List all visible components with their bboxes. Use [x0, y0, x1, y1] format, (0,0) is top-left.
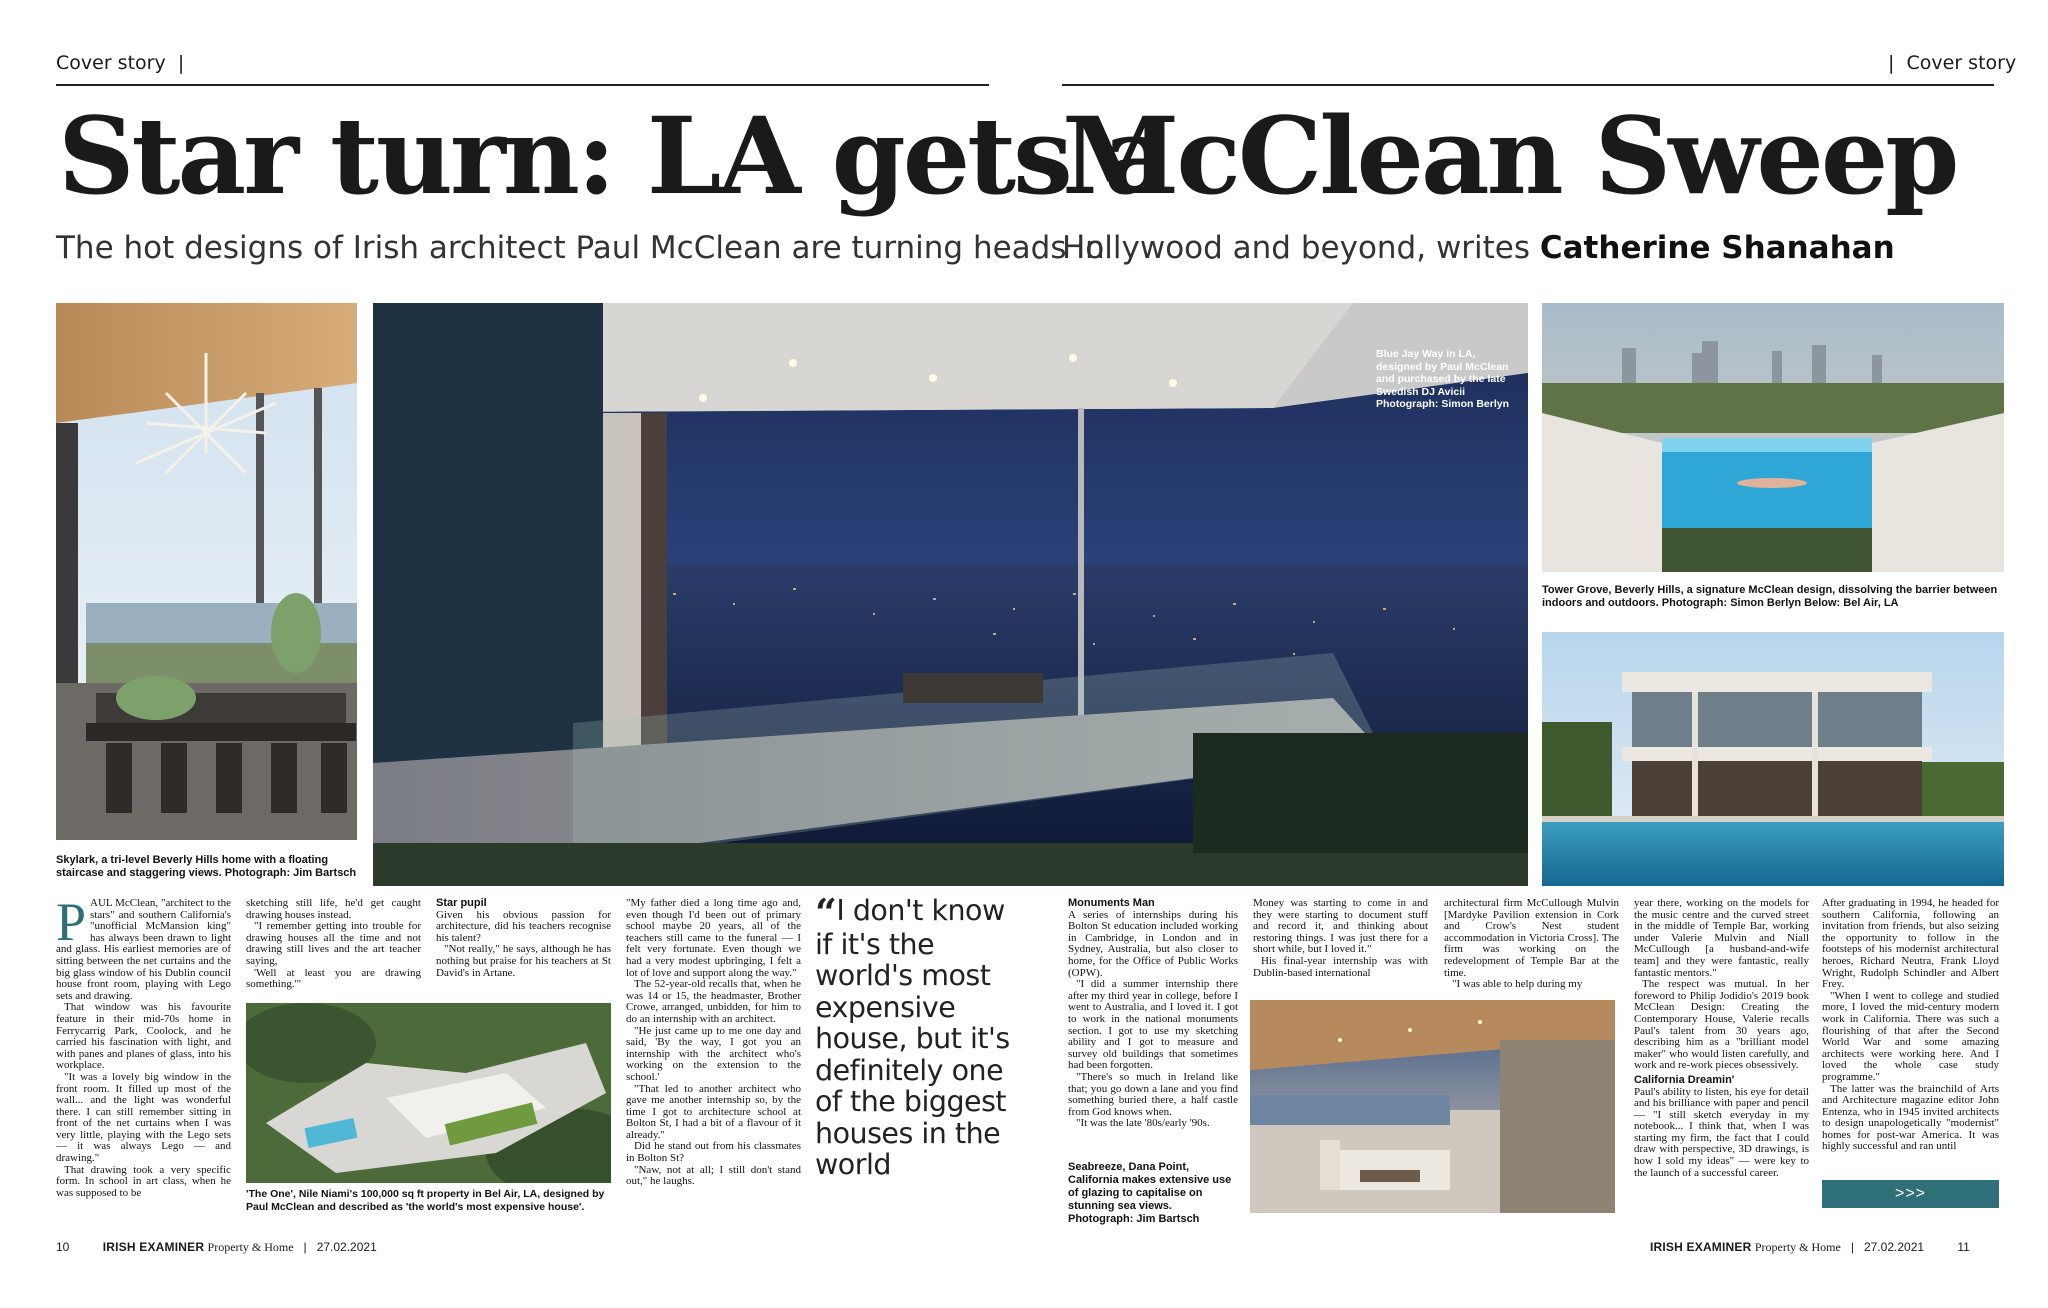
page-number-right: 11: [1957, 1240, 1970, 1254]
skylark-photo: [56, 303, 357, 840]
body-column-5: Monuments Man A series of internships during his Bolton St education included working in Cambridge, in London and in Sydney, Australia, but also closer to home, for the Office of Public Works (OPW). "I did a summer internship there after my third year in college, before I went to Australia, and I loved it. I got to work in the national monuments section. I got to use my sketching ability and I got to measure and survey old buildings that sometimes had been forgotten. "There's so much in Ireland like that; you go down a lane and you find something buried there, a half castle from God knows when. "It was the late '80s/early '90s.: [1068, 897, 1238, 1130]
blue-jay-caption: Blue Jay Way in LA, designed by Paul McClean and purchased by the late Swedish DJ Avicii Photograph: Simon Berlyn: [1376, 348, 1510, 410]
subhead-monuments-man: Monuments Man: [1068, 897, 1155, 909]
continue-arrow-button[interactable]: >>>: [1822, 1180, 1999, 1208]
skylark-caption: Skylark, a tri-level Beverly Hills home with a floating staircase and staggering views. Photograph: Jim Bartsch: [56, 854, 357, 879]
seabreeze-caption: Seabreeze, Dana Point, California makes extensive use of glazing to capitalise on stunning sea views. Photograph: Jim Bartsch: [1068, 1161, 1232, 1225]
section-label-left: Cover story |: [56, 52, 185, 74]
footer-left: 10 IRISH EXAMINER Property & Home | 27.02.2021: [56, 1240, 377, 1254]
footer-brand-left: IRISH EXAMINER: [102, 1240, 205, 1254]
body-column-7: architectural firm McCullough Mulvin [Mardyke Pavilion extension in Cork and Crow's Nest student accommodation in Victoria Cross]. The firm was working on the redevelopment of Temple Bar at the time. "I was able to help during my: [1444, 897, 1619, 991]
headline-left: Star turn: LA gets a: [58, 93, 1170, 218]
body-column-4: "My father died a long time ago and, even though I'd been out of primary school maybe 20 years, all of the teachers still came to the funeral — I felt very fortunate. Even though we had a very modest upbringing, I felt a lot of love and support along the way." The 52-year-old recalls that, when he was 14 or 15, the headmaster, Brother Crowe, arranged, unbidden, for him to do an internship with an architect. "He just came up to me one day and said, 'By the way, I got you an internship with the architect who's working on the extension to the school.' "That led to another architect who gave me another internship so, by the time I got to architecture school at Bolton St, I had a bit of a flavour of it already." Did he stand out from his classmates in Bolton St? "Naw, not at all; I still don't stand out," he laughs.: [626, 897, 801, 1188]
author-name: Catherine Shanahan: [1539, 230, 1895, 266]
subhead-california-dreamin: California Dreamin': [1634, 1073, 1735, 1086]
blue-jay-way-photo: [373, 303, 1528, 886]
body-column-1: PAUL McClean, "architect to the stars" and southern California's "unofficial McMansion king" has always been drawn to light and glass. His earliest memories are of sitting between the net curtains and the big glass window of his Dublin council house front room, playing with Lego sets and drawing. That window was his favourite feature in their mid-70s home in Ferrycarrig Park, Coolock, and he carried his fascination with light, and with panes and planes of glass, into his workplace. "It was a lovely big window in the front room. It filled up most of the wall... and the light was wonderful there. I can still remember sitting in front of the net curtains when I was very little, playing with the Lego sets — it was always Lego — and drawing." That drawing took a very specific form. In school in art class, when he was supposed to be: [56, 892, 231, 1199]
body-column-8: year there, working on the models for the music centre and the curved street in the middle of Temple Bar, working under Valerie Mulvin and Niall McCullough [a husband-and-wife team] and they were fantastic, really fantastic mentors." The respect was mutual. In her foreword to Philip Jodidio's 2019 book McClean Design: Creating the Contemporary House, Valerie recalls Paul's talent from 30 years ago, describing him as a "brilliant model maker" who would listen carefully, and work and re-work pieces obsessively. California Dreamin' Paul's ability to listen, his eye for detail and his brilliance with paper and pencil — "I still sketch everyday in my notebook... I think that, when I was starting my firm, the fact that I could draw with perspective, 3D drawings, is how I sold my ideas" — were key to the launch of a successful career.: [1634, 897, 1809, 1179]
drop-cap: P: [56, 892, 87, 952]
header-rule-left: [56, 84, 989, 86]
standfirst-left: The hot designs of Irish architect Paul McClean are turning heads in: [56, 230, 1105, 266]
page-number-left: 10: [56, 1240, 70, 1254]
headline-right: McClean Sweep: [1062, 93, 1957, 218]
quote-mark-icon: “: [815, 890, 837, 935]
subhead-star-pupil: Star pupil: [436, 897, 487, 909]
body-column-9: After graduating in 1994, he headed for southern California, following an invitation from friends, but also seizing the opportunity to follow in the footsteps of his modernist architectural heroes, Richard Neutra, Frank Lloyd Wright, Rudolph Schindler and Albert Frey. "When I went to college and studied more, I loved the mid-century modern work in California. There was such a flourishing of that after the Second World War and some amazing architects were working here. And I loved the whole case study programme." The latter was the brainchild of Arts and Architecture magazine editor John Entenza, who in 1945 invited architects to design unapologetically "modernist" homes for post-war America. It was highly successful and ran until: [1822, 897, 1999, 1153]
footer-brand-right: IRISH EXAMINER: [1650, 1240, 1752, 1254]
body-column-2: sketching still life, he'd get caught drawing houses instead. "I remember getting into trouble for drawing houses all the time and not drawing still lives and the art teacher saying, 'Well at least you are drawing something.'": [246, 897, 421, 991]
body-column-6: Money was starting to come in and they were starting to document stuff and record it, and thinking about restoring things. I was just there for a short while, but I loved it." His final-year internship was with Dublin-based international: [1253, 897, 1428, 979]
standfirst-right: Hollywood and beyond, writes Catherine Shanahan: [1062, 230, 1895, 266]
the-one-caption: 'The One', Nile Niami's 100,000 sq ft property in Bel Air, LA, designed by Paul McClean and described as 'the world's most expensive house'.: [246, 1188, 605, 1213]
section-label-right: | Cover story: [1888, 52, 2017, 74]
footer-date-right: 27.02.2021: [1863, 1240, 1925, 1254]
tower-grove-photo: [1542, 303, 2004, 572]
the-one-photo: [246, 1003, 611, 1183]
body-column-3: Star pupil Given his obvious passion for architecture, did his teachers recognise his talent? "Not really," he says, although he has nothing but praise for his teachers at St David's in Artane.: [436, 897, 611, 979]
footer-date-left: 27.02.2021: [316, 1240, 377, 1254]
footer-right: IRISH EXAMINER Property & Home | 27.02.2021 11: [1650, 1240, 1970, 1254]
header-rule-right: [1062, 84, 1994, 86]
tower-grove-caption: Tower Grove, Beverly Hills, a signature McClean design, dissolving the barrier between indoors and outdoors. Photograph: Simon Berlyn Below: Bel Air, LA: [1542, 584, 1998, 609]
seabreeze-photo: [1250, 1000, 1615, 1213]
pull-quote: “I don't know if it's the world's most expensive house, but it's definitely one of the biggest houses in the world: [815, 890, 1010, 1181]
bel-air-photo: [1542, 632, 2004, 886]
